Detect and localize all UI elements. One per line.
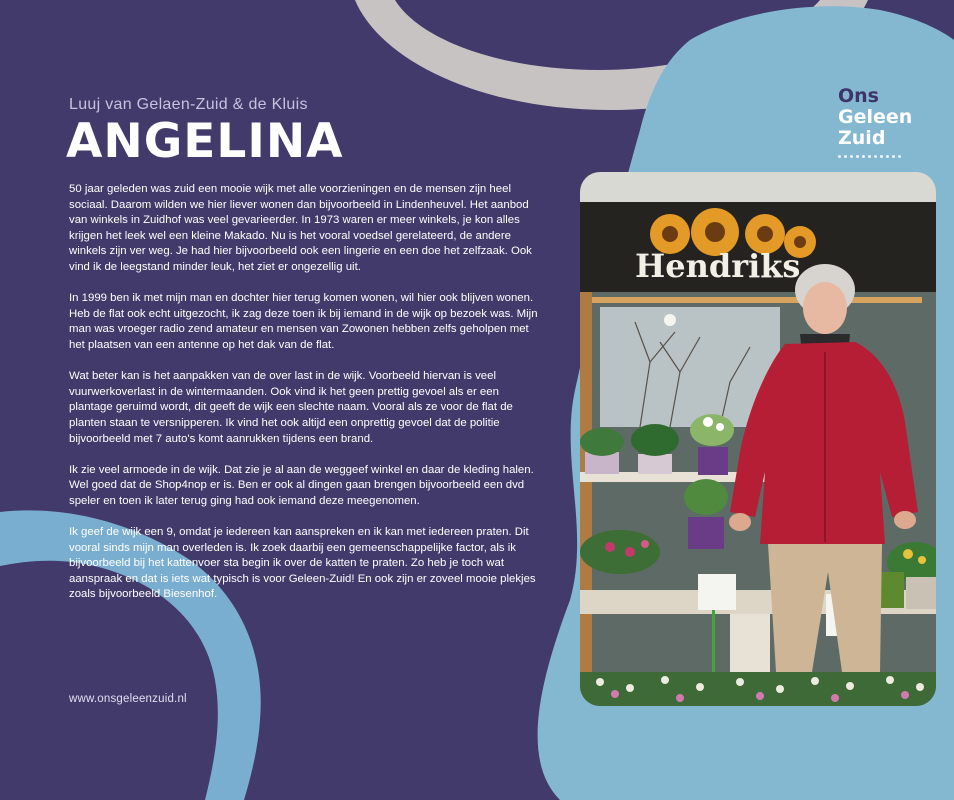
shop-sign-text: Hendriks <box>635 247 801 285</box>
paragraph: In 1999 ben ik met mijn man en dochter hier terug komen wonen, wil hier ook blijven wonen. Heb de flat ook echt uitgezocht, ik zag deze toen ik bij iemand in de wijk op bezoek was. Mijn man was vroeger radio zend amateur en mensen van Zowonen hebben zelfs geholpen met het plaatsen van een antenne op het dak van de flat. <box>69 292 538 351</box>
paragraph: 50 jaar geleden was zuid een mooie wijk met alle voorzieningen en de mensen zijn heel sociaal. Daarom wilden we hier liever wonen dan bijvoorbeeld in Lindenheuvel. Het aanbod van winkels in Zuidhof was veel gevarieerder. In 1973 waren er meer winkels, je kon alles krijgen het leek wel een kleine Makado. Nu is het vooral voedsel gerelateerd, de andere winkels zijn ver weg. Je had hier bijvoorbeeld ook een lingerie en een doe het zelfzaak. Ook vind ik de leegstand minder leuk, het ziet er ongezellig uit. <box>69 183 532 273</box>
portrait-photo <box>580 172 936 706</box>
page-title: ANGELINA <box>66 114 344 169</box>
logo-word-ons: Ons <box>838 85 879 107</box>
logo-word-geleen: Geleen <box>838 106 913 128</box>
article-body <box>69 182 545 619</box>
paragraph: Ik zie veel armoede in de wijk. Dat zie je al aan de weggeef winkel en daar de kleding halen. Wel goed dat de Shop4nop er is. Ben er ook al dingen gaan brengen bijvoorbeeld een dvd speler en toen ik later terug ging had ook iemand deze meegenomen. <box>69 463 534 507</box>
logo-dots <box>838 155 928 158</box>
paragraph: Ik geef de wijk een 9, omdat je iedereen kan aanspreken en ik kan met iedereen praten. Dit vooral sinds mijn man overleden is. Ik zoek daarbij een gemeenschappelijke factor, als ik bijvoorbeeld bij het kattenvoer sta begin ik over de katten te praten. Zo heb je toch wat aanspraak en dat is iets wat typisch is voor Geleen-Zuid! En ook zijn er zoveel mooie plekjes zoals bijvoorbeeld Biesenhof. <box>69 526 536 601</box>
paragraph: Wat beter kan is het aanpakken van de over last in de wijk. Voorbeeld hiervan is veel vuurwerkoverlast in de wintermaanden. Ook vind ik het geen prettig gevoel als er een plantage geruimd wordt, dit geeft de wijk een slechte naam. Vooral als ze voor de flat de planten staan te versnipperen. Ik vind het ook altijd een onprettig gevoel dat de politie bijvoorbeeld met 7 auto's komt aanrukken tijdens een brand. <box>69 370 513 445</box>
logo-word-zuid: Zuid <box>838 127 886 149</box>
ons-geleen-zuid-logo[interactable] <box>838 86 928 158</box>
website-link[interactable]: www.onsgeleenzuid.nl <box>69 693 187 705</box>
subtitle: Luuj van Gelaen-Zuid & de Kluis <box>69 96 308 113</box>
